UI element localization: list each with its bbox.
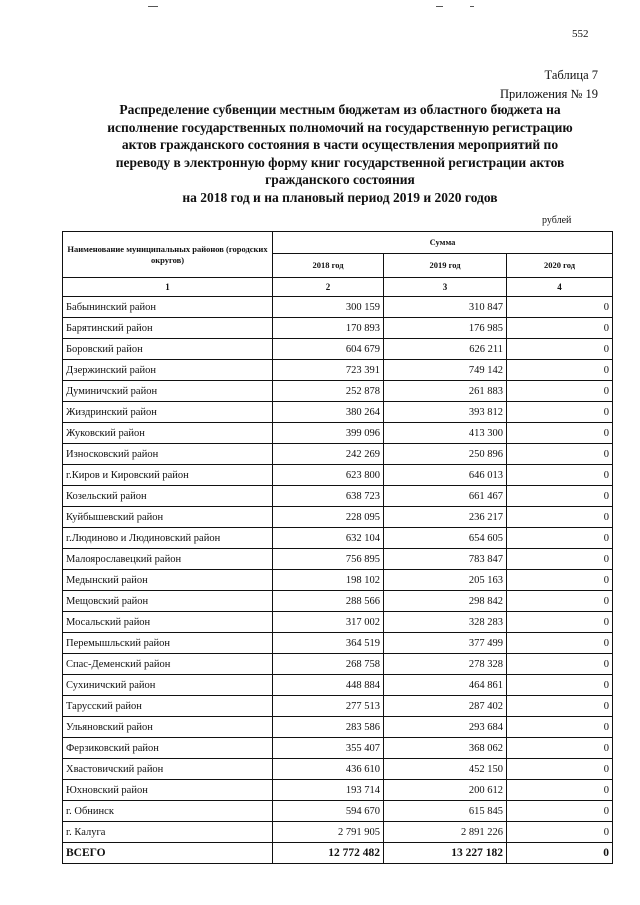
region-name: Хвастовичский район: [63, 759, 273, 780]
table-row: [63, 591, 613, 612]
region-name: Жиздринский район: [63, 402, 273, 423]
amount-2018: 268 758: [273, 654, 384, 675]
table-row: [63, 780, 613, 801]
region-name: Мещовский район: [63, 591, 273, 612]
table-row: [63, 612, 613, 633]
amount-2020: 0: [507, 654, 613, 675]
table-row: [63, 318, 613, 339]
table-row: [63, 759, 613, 780]
amount-2018: 756 895: [273, 549, 384, 570]
total-2020: 0: [507, 843, 613, 864]
amount-2018: 364 519: [273, 633, 384, 654]
amount-2020: 0: [507, 402, 613, 423]
table-row: [63, 444, 613, 465]
amount-2020: 0: [507, 423, 613, 444]
amount-2020: 0: [507, 486, 613, 507]
amount-2020: 0: [507, 759, 613, 780]
amount-2019: 176 985: [384, 318, 507, 339]
amount-2018: 242 269: [273, 444, 384, 465]
document-title: [60, 101, 620, 206]
region-name: Износковский район: [63, 444, 273, 465]
region-name: Ульяновский район: [63, 717, 273, 738]
amount-2020: 0: [507, 360, 613, 381]
amount-2019: 661 467: [384, 486, 507, 507]
region-name: Думиничский район: [63, 381, 273, 402]
region-name: г. Обнинск: [63, 801, 273, 822]
total-label: ВСЕГО: [63, 843, 273, 864]
amount-2018: 198 102: [273, 570, 384, 591]
scan-mark: [148, 6, 158, 7]
amount-2020: 0: [507, 780, 613, 801]
region-name: Спас-Деменский район: [63, 654, 273, 675]
amount-2018: 448 884: [273, 675, 384, 696]
amount-2018: 632 104: [273, 528, 384, 549]
region-name: Жуковский район: [63, 423, 273, 444]
region-name: Тарусский район: [63, 696, 273, 717]
region-name: Куйбышевский район: [63, 507, 273, 528]
amount-2020: 0: [507, 822, 613, 843]
table-row: [63, 549, 613, 570]
amount-2019: 200 612: [384, 780, 507, 801]
amount-2019: 615 845: [384, 801, 507, 822]
table-reference: [500, 66, 598, 104]
scan-mark: [436, 6, 443, 7]
amount-2019: 413 300: [384, 423, 507, 444]
table-row: [63, 297, 613, 318]
amount-2020: 0: [507, 633, 613, 654]
amount-2018: 638 723: [273, 486, 384, 507]
amount-2019: 205 163: [384, 570, 507, 591]
region-name: г.Людиново и Людиновский район: [63, 528, 273, 549]
header-sum: Сумма: [273, 232, 613, 254]
amount-2020: 0: [507, 591, 613, 612]
amount-2020: 0: [507, 465, 613, 486]
amount-2019: 236 217: [384, 507, 507, 528]
amount-2019: 287 402: [384, 696, 507, 717]
amount-2020: 0: [507, 339, 613, 360]
table-row: [63, 822, 613, 843]
amount-2018: 300 159: [273, 297, 384, 318]
column-number: 1: [63, 278, 273, 297]
scan-mark: [470, 6, 474, 7]
region-name: Юхновский район: [63, 780, 273, 801]
table-row: [63, 486, 613, 507]
amount-2018: 723 391: [273, 360, 384, 381]
amount-2019: 749 142: [384, 360, 507, 381]
table-row: [63, 381, 613, 402]
region-name: Сухиничский район: [63, 675, 273, 696]
subvention-table: [62, 231, 613, 864]
region-name: г.Киров и Кировский район: [63, 465, 273, 486]
total-2018: 12 772 482: [273, 843, 384, 864]
amount-2020: 0: [507, 612, 613, 633]
page-number: 552: [572, 28, 589, 40]
column-number: 2: [273, 278, 384, 297]
table-row: [63, 570, 613, 591]
total-row: [63, 843, 613, 864]
amount-2018: 193 714: [273, 780, 384, 801]
region-name: Барятинский район: [63, 318, 273, 339]
title-line: на 2018 год и на плановый период 2019 и 2020 годов: [182, 189, 498, 205]
currency-unit: рублей: [542, 215, 572, 226]
title-line: гражданского состояния: [265, 172, 415, 187]
region-name: Мосальский район: [63, 612, 273, 633]
table-row: [63, 696, 613, 717]
region-name: Бабынинский район: [63, 297, 273, 318]
amount-2018: 252 878: [273, 381, 384, 402]
amount-2020: 0: [507, 696, 613, 717]
table-row: [63, 465, 613, 486]
amount-2018: 288 566: [273, 591, 384, 612]
amount-2018: 283 586: [273, 717, 384, 738]
amount-2018: 355 407: [273, 738, 384, 759]
amount-2020: 0: [507, 675, 613, 696]
table-label: Таблица 7: [544, 68, 598, 82]
amount-2019: 654 605: [384, 528, 507, 549]
table-row: [63, 738, 613, 759]
table-body: [63, 297, 613, 864]
amount-2019: 328 283: [384, 612, 507, 633]
header-year-2018: 2018 год: [273, 254, 384, 278]
table-row: [63, 423, 613, 444]
amount-2018: 228 095: [273, 507, 384, 528]
amount-2020: 0: [507, 507, 613, 528]
table-row: [63, 654, 613, 675]
amount-2019: 393 812: [384, 402, 507, 423]
table-row: [63, 528, 613, 549]
amount-2020: 0: [507, 528, 613, 549]
header-year-2019: 2019 год: [384, 254, 507, 278]
amount-2020: 0: [507, 717, 613, 738]
amount-2019: 250 896: [384, 444, 507, 465]
region-name: Малоярославецкий район: [63, 549, 273, 570]
region-name: г. Калуга: [63, 822, 273, 843]
amount-2019: 310 847: [384, 297, 507, 318]
amount-2020: 0: [507, 801, 613, 822]
region-name: Дзержинский район: [63, 360, 273, 381]
amount-2019: 626 211: [384, 339, 507, 360]
amount-2020: 0: [507, 738, 613, 759]
table-row: [63, 801, 613, 822]
table-row: [63, 507, 613, 528]
amount-2019: 293 684: [384, 717, 507, 738]
amount-2019: 646 013: [384, 465, 507, 486]
amount-2018: 399 096: [273, 423, 384, 444]
amount-2018: 317 002: [273, 612, 384, 633]
amount-2019: 261 883: [384, 381, 507, 402]
amount-2018: 2 791 905: [273, 822, 384, 843]
amount-2019: 783 847: [384, 549, 507, 570]
region-name: Ферзиковский район: [63, 738, 273, 759]
amount-2019: 377 499: [384, 633, 507, 654]
amount-2018: 594 670: [273, 801, 384, 822]
header-region-name: Наименование муниципальных районов (городских округов): [63, 232, 273, 278]
amount-2018: 623 800: [273, 465, 384, 486]
amount-2018: 604 679: [273, 339, 384, 360]
title-line: переводу в электронную форму книг государственной регистрации актов: [115, 154, 565, 170]
amount-2019: 2 891 226: [384, 822, 507, 843]
amount-2018: 436 610: [273, 759, 384, 780]
table-row: [63, 402, 613, 423]
region-name: Козельский район: [63, 486, 273, 507]
amount-2018: 277 513: [273, 696, 384, 717]
region-name: Перемышльский район: [63, 633, 273, 654]
title-line: Распределение субвенции местным бюджетам из областного бюджета на: [119, 102, 561, 117]
amount-2019: 278 328: [384, 654, 507, 675]
amount-2020: 0: [507, 318, 613, 339]
title-line: актов гражданского состояния в части осуществления мероприятий по: [121, 137, 559, 152]
table-row: [63, 675, 613, 696]
amount-2020: 0: [507, 297, 613, 318]
amount-2020: 0: [507, 549, 613, 570]
table-row: [63, 717, 613, 738]
amount-2018: 170 893: [273, 318, 384, 339]
table-row: [63, 339, 613, 360]
amount-2020: 0: [507, 381, 613, 402]
header-year-2020: 2020 год: [507, 254, 613, 278]
region-name: Медынский район: [63, 570, 273, 591]
amount-2018: 380 264: [273, 402, 384, 423]
amount-2020: 0: [507, 570, 613, 591]
title-line: исполнение государственных полномочий на государственную регистрацию: [107, 119, 573, 135]
amount-2019: 298 842: [384, 591, 507, 612]
amount-2020: 0: [507, 444, 613, 465]
region-name: Боровский район: [63, 339, 273, 360]
table-row: [63, 633, 613, 654]
amount-2019: 464 861: [384, 675, 507, 696]
table-row: [63, 360, 613, 381]
total-2019: 13 227 182: [384, 843, 507, 864]
column-number: 3: [384, 278, 507, 297]
appendix-label: Приложения № 19: [500, 87, 598, 101]
column-number: 4: [507, 278, 613, 297]
amount-2019: 368 062: [384, 738, 507, 759]
amount-2019: 452 150: [384, 759, 507, 780]
